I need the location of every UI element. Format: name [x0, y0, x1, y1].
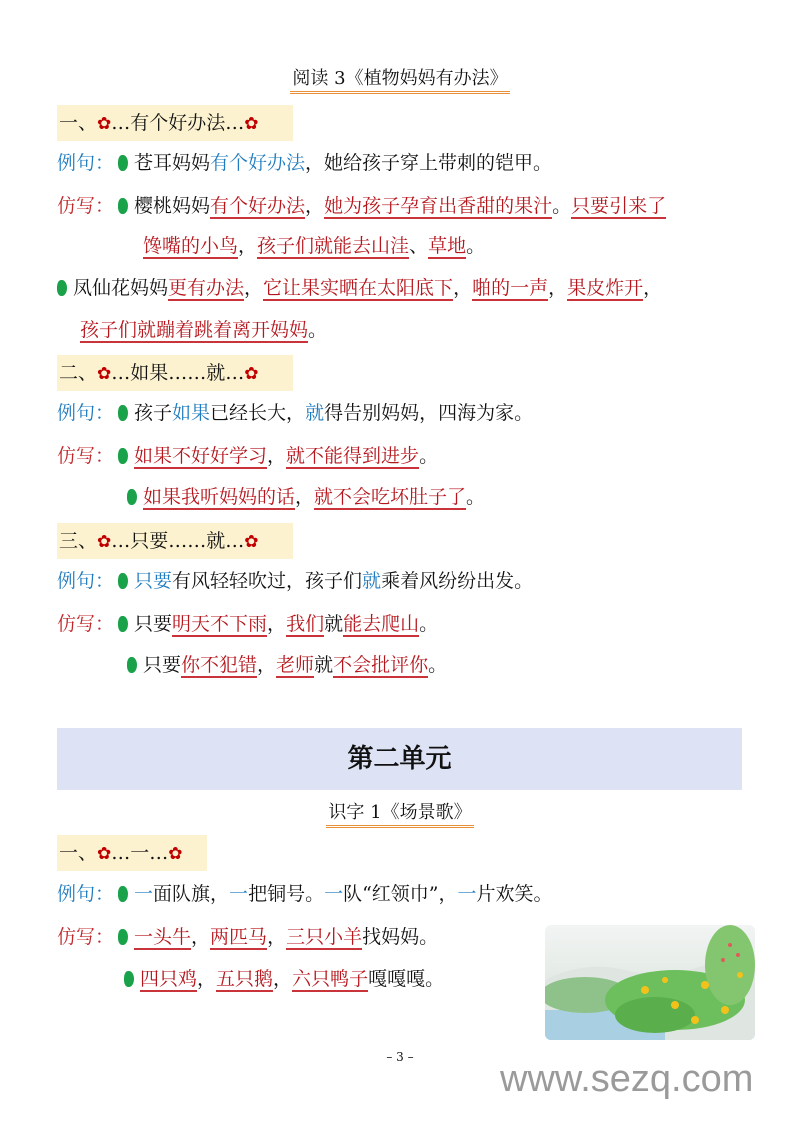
filled-blank: 有个好办法: [210, 195, 306, 217]
filled-blank: 老师: [276, 654, 315, 676]
imitate-line: [120, 965, 444, 993]
sentence-text: ，: [257, 654, 277, 676]
sentence-text: 嘎嘎嘎。: [368, 968, 445, 990]
bullet-icon: [118, 198, 128, 214]
filled-blank: 三只小羊: [286, 926, 363, 948]
heading-number: 一、: [59, 112, 98, 134]
imitate-line: [57, 442, 438, 470]
sentence-text: 得告别妈妈，四海为家。: [324, 402, 534, 424]
filled-blank: 啪的一声: [472, 277, 549, 299]
sentence: [143, 235, 485, 259]
highlighted-word: 一: [324, 883, 344, 905]
sentence: [134, 570, 533, 592]
filled-blank: 不会批评你: [333, 654, 429, 676]
sentence-text: 队“红领巾”，: [343, 883, 458, 905]
filled-blank: 就不能得到进步: [286, 445, 420, 467]
flower-icon: ✿: [97, 114, 112, 134]
highlighted-word: 一: [229, 883, 249, 905]
sentence-text: 。: [466, 235, 486, 257]
sentence-text: 面队旗，: [153, 883, 230, 905]
sentence-text: 。: [419, 445, 439, 467]
filled-blank: 六只鸭子: [292, 968, 369, 990]
sentence: [80, 319, 327, 343]
sentence-text: 就: [324, 613, 344, 635]
filled-blank: 就不会吃坏肚子了: [314, 486, 467, 508]
sentence: [134, 195, 666, 219]
heading-text: …一…: [111, 842, 169, 864]
section-heading: [57, 835, 207, 871]
sentence-text: 片欢笑。: [476, 883, 553, 905]
heading-number: 二、: [59, 362, 98, 384]
sentence: [140, 968, 444, 992]
heading-number: 三、: [59, 530, 98, 552]
sentence-text: ，: [273, 968, 293, 990]
bullet-icon: [118, 929, 128, 945]
example-label: 例句：: [57, 402, 115, 424]
bullet-icon: [127, 489, 137, 505]
sentence-text: 。: [419, 613, 439, 635]
filled-blank: 草地: [428, 235, 467, 257]
sentence-text: ，: [244, 277, 264, 299]
page-number: – 3 –: [386, 1050, 414, 1064]
continuation-line: [143, 232, 485, 260]
sentence: [134, 445, 438, 469]
sentence-text: 樱桃妈妈: [134, 195, 211, 217]
flower-icon: ✿: [168, 844, 183, 864]
bullet-icon: [124, 971, 134, 987]
bullet-icon: [118, 405, 128, 421]
filled-blank: 能去爬山: [343, 613, 420, 635]
filled-blank: 如果我听妈妈的话: [143, 486, 296, 508]
filled-blank: 五只鹅: [216, 968, 274, 990]
heading-number: 一、: [59, 842, 98, 864]
unit-banner: 第二单元: [57, 728, 742, 790]
highlighted-word: 就: [305, 402, 325, 424]
filled-blank: 你不犯错: [181, 654, 258, 676]
sentence-text: 凤仙花妈妈: [73, 277, 169, 299]
sentence-text: 找妈妈。: [362, 926, 439, 948]
heading-text: …有个好办法…: [111, 112, 245, 134]
imitate-label: 仿写：: [57, 613, 115, 635]
sentence-text: ，: [295, 486, 315, 508]
section-heading: [57, 355, 293, 391]
sentence-text: 已经长大，: [210, 402, 306, 424]
highlighted-word: 有个好办法: [210, 152, 306, 174]
filled-blank: 孩子们就蹦着跳着离开妈妈: [80, 319, 309, 341]
sentence-text: 。: [552, 195, 572, 217]
heading-text: …只要……就…: [111, 530, 245, 552]
sentence: [143, 654, 447, 678]
sentence-text: ，: [453, 277, 473, 299]
sentence-text: 有风轻轻吹过，孩子们: [172, 570, 363, 592]
bullet-icon: [118, 155, 128, 171]
example-line: [57, 880, 553, 908]
sentence-text: ，她给孩子穿上带刺的铠甲。: [305, 152, 553, 174]
continuation-line: [80, 316, 327, 344]
filled-blank: 它让果实晒在太阳底下: [263, 277, 454, 299]
sentence-text: ，: [643, 277, 663, 299]
sentence-text: 把铜号。: [248, 883, 325, 905]
highlighted-word: 如果: [172, 402, 211, 424]
filled-blank: 馋嘴的小鸟: [143, 235, 239, 257]
sentence-text: 。: [466, 486, 486, 508]
sentence: [73, 277, 662, 301]
flower-icon: ✿: [244, 114, 259, 134]
example-label: 例句：: [57, 570, 115, 592]
sentence-text: 只要: [143, 654, 182, 676]
imitate-line: [57, 192, 666, 220]
lesson-title-text: 阅读 3《植物妈妈有办法》: [290, 64, 509, 94]
flower-icon: ✿: [97, 532, 112, 552]
example-label: 例句：: [57, 883, 115, 905]
filled-blank: 如果不好好学习: [134, 445, 268, 467]
flower-icon: ✿: [244, 364, 259, 384]
sentence-text: 、: [409, 235, 429, 257]
imitate-line: [57, 923, 438, 951]
filled-blank: 更有办法: [168, 277, 245, 299]
imitate-line: [53, 274, 662, 302]
filled-blank: 一头牛: [134, 926, 192, 948]
imitate-label: 仿写：: [57, 195, 115, 217]
filled-blank: 孩子们就能去山洼: [257, 235, 410, 257]
example-label: 例句：: [57, 152, 115, 174]
sentence-text: 。: [308, 319, 328, 341]
filled-blank: 明天不下雨: [172, 613, 268, 635]
sentence-text: 只要: [134, 613, 173, 635]
filled-blank: 我们: [286, 613, 325, 635]
flower-icon: ✿: [244, 532, 259, 552]
sentence-text: 。: [428, 654, 448, 676]
lesson-title: [0, 798, 800, 828]
example-line: [57, 567, 533, 595]
section-heading: [57, 523, 293, 559]
sentence-text: ，: [548, 277, 568, 299]
bullet-icon: [118, 886, 128, 902]
highlighted-word: 一: [457, 883, 477, 905]
watermark: www.sezq.com: [500, 1058, 754, 1100]
flower-icon: ✿: [97, 844, 112, 864]
sentence-text: ，: [197, 968, 217, 990]
bullet-icon: [118, 573, 128, 589]
sentence-text: ，: [267, 926, 287, 948]
example-line: [57, 399, 533, 427]
filled-blank: 只要引来了: [571, 195, 667, 217]
highlighted-word: 一: [134, 883, 154, 905]
sentence-text: 就: [314, 654, 334, 676]
lesson-title: [0, 64, 800, 94]
sentence-text: ，: [267, 613, 287, 635]
example-line: [57, 149, 552, 177]
heading-text: …如果……就…: [111, 362, 245, 384]
sentence: [134, 883, 553, 905]
sentence: [134, 926, 438, 950]
sentence: [134, 402, 533, 424]
flower-icon: ✿: [97, 364, 112, 384]
imitate-label: 仿写：: [57, 445, 115, 467]
lesson-title-text: 识字 1《场景歌》: [326, 798, 473, 828]
sentence-text: ，: [191, 926, 211, 948]
sentence: [134, 152, 552, 174]
filled-blank: 她为孩子孕育出香甜的果汁: [324, 195, 553, 217]
sentence: [143, 486, 485, 510]
bullet-icon: [127, 657, 137, 673]
bullet-icon: [118, 616, 128, 632]
sentence-text: 苍耳妈妈: [134, 152, 211, 174]
bullet-icon: [57, 280, 67, 296]
sentence-text: ，: [305, 195, 325, 217]
imitate-line: [123, 651, 447, 679]
highlighted-word: 就: [362, 570, 382, 592]
section-heading: [57, 105, 293, 141]
sentence-text: ，: [267, 445, 287, 467]
sentence-text: 乘着风纷纷出发。: [381, 570, 534, 592]
tree-illustration: [545, 925, 755, 1040]
bullet-icon: [118, 448, 128, 464]
imitate-label: 仿写：: [57, 926, 115, 948]
filled-blank: 两匹马: [210, 926, 268, 948]
sentence-text: ，: [238, 235, 258, 257]
highlighted-word: 只要: [134, 570, 173, 592]
filled-blank: 果皮炸开: [567, 277, 644, 299]
imitate-line: [57, 610, 438, 638]
sentence: [134, 613, 438, 637]
imitate-line: [123, 483, 485, 511]
sentence-text: 孩子: [134, 402, 173, 424]
filled-blank: 四只鸡: [140, 968, 198, 990]
